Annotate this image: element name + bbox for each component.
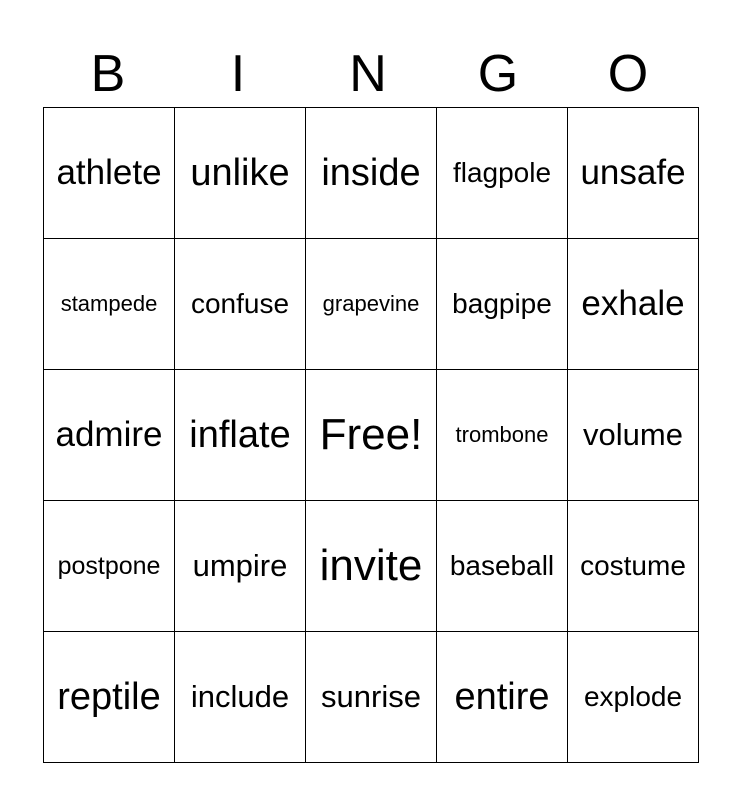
- board-row: [44, 632, 699, 763]
- header-letter-n: N: [349, 45, 387, 103]
- board-cell: grapevine: [306, 239, 437, 370]
- board-cell: entire: [437, 632, 568, 763]
- board-cell: exhale: [568, 239, 699, 370]
- header-letter-i: I: [230, 45, 246, 103]
- header-letter-b: B: [90, 45, 126, 103]
- board-cell: volume: [568, 370, 699, 501]
- board-cell: unsafe: [568, 108, 699, 239]
- board-row: [44, 239, 699, 370]
- bingo-board: [43, 107, 699, 763]
- board-cell: costume: [568, 501, 699, 632]
- board-row: [44, 370, 699, 501]
- board-row: [44, 108, 699, 239]
- board-cell: reptile: [44, 632, 175, 763]
- board-cell: explode: [568, 632, 699, 763]
- board-cell: unlike: [175, 108, 306, 239]
- board-row: [44, 501, 699, 632]
- board-cell: include: [175, 632, 306, 763]
- board-cell: bagpipe: [437, 239, 568, 370]
- bingo-header: [43, 40, 693, 108]
- board-cell: inflate: [175, 370, 306, 501]
- board-cell: athlete: [44, 108, 175, 239]
- board-cell: umpire: [175, 501, 306, 632]
- header-letter-g: G: [477, 45, 519, 103]
- board-cell: flagpole: [437, 108, 568, 239]
- board-cell: baseball: [437, 501, 568, 632]
- board-cell: confuse: [175, 239, 306, 370]
- board-cell: trombone: [437, 370, 568, 501]
- free-space-cell: Free!: [306, 370, 437, 501]
- board-cell: stampede: [44, 239, 175, 370]
- board-cell: postpone: [44, 501, 175, 632]
- header-letter-o: O: [607, 45, 649, 103]
- board-cell: admire: [44, 370, 175, 501]
- board-cell: inside: [306, 108, 437, 239]
- board-cell: invite: [306, 501, 437, 632]
- board-cell: sunrise: [306, 632, 437, 763]
